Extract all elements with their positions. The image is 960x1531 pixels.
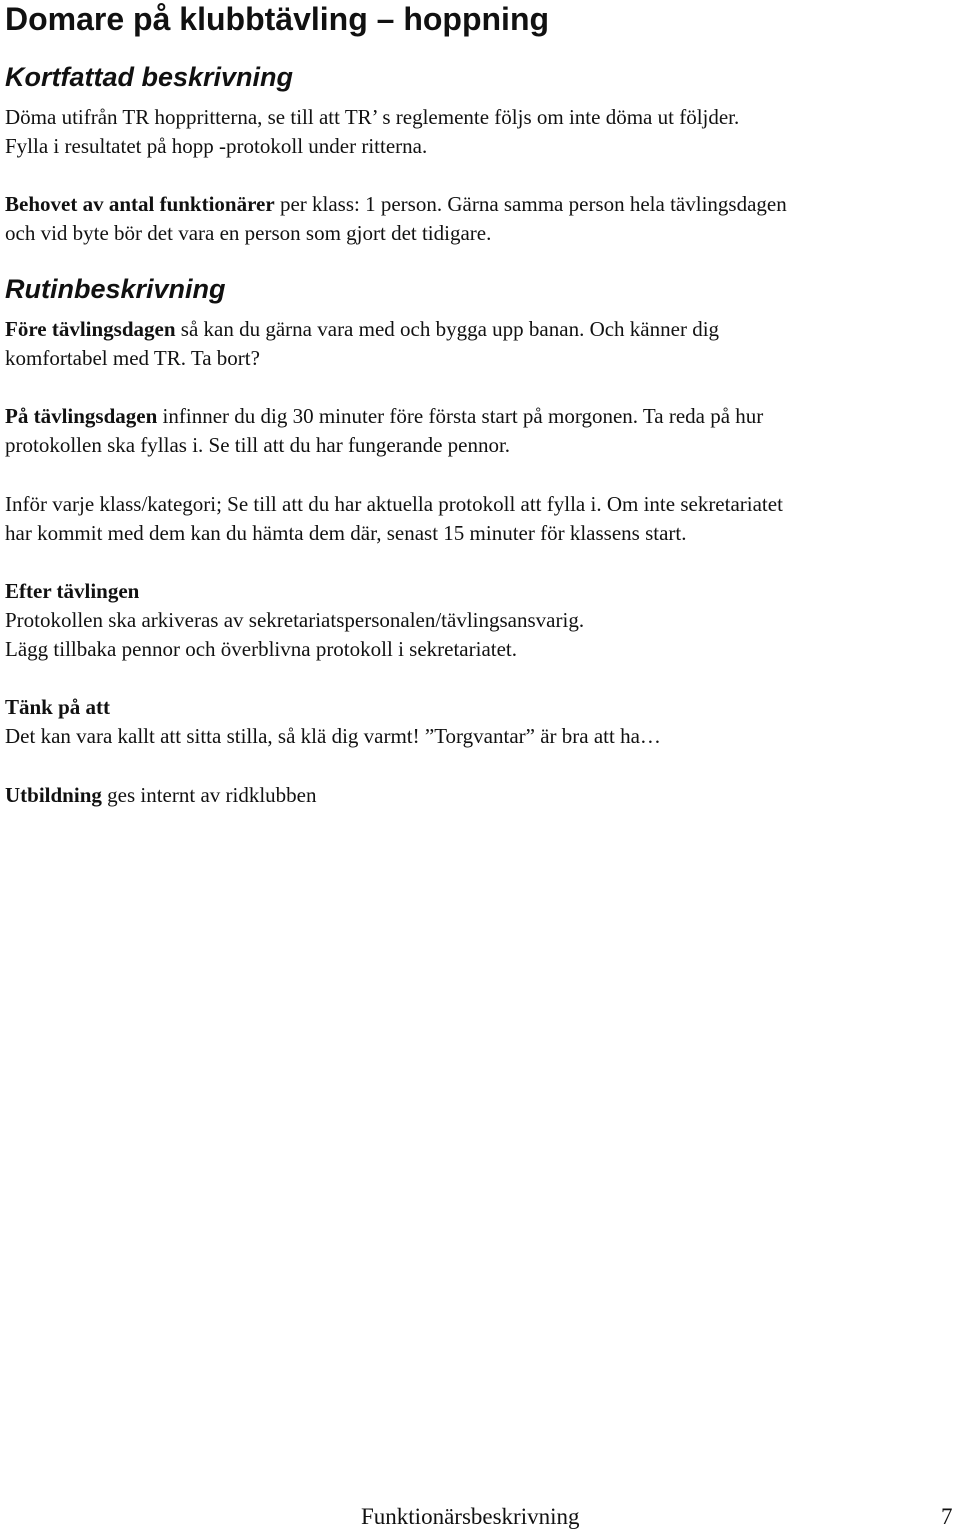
- remember-line-1: Det kan vara kallt att sitta stilla, så klä dig varmt! ”Torgvantar” är bra att ha…: [5, 724, 661, 748]
- each-class-line-1: Inför varje klass/kategori; Se till att du har aktuella protokoll att fylla i. Om inte sekretariatet: [5, 492, 783, 516]
- after-competition-heading: [5, 577, 955, 606]
- staffing-line-1-text: per klass: 1 person. Gärna samma person hela tävlingsdagen: [274, 192, 787, 216]
- staffing-paragraph: [5, 190, 955, 248]
- competition-day-paragraph: [5, 402, 955, 460]
- routine-heading: Rutinbeskrivning: [5, 274, 226, 304]
- footer-label: Funktionärsbeskrivning: [361, 1504, 580, 1529]
- competition-day-line-1: [5, 402, 955, 431]
- after-competition-bold-label: Efter tävlingen: [5, 579, 140, 603]
- before-day-bold-label: Före tävlingsdagen: [5, 317, 176, 341]
- training-bold-label: Utbildning: [5, 783, 102, 807]
- staffing-line-2: och vid byte bör det vara en person som gjort det tidigare.: [5, 221, 492, 245]
- before-day-line-2: komfortabel med TR. Ta bort?: [5, 346, 260, 370]
- short-description-heading: Kortfattad beskrivning: [5, 62, 294, 92]
- each-class-paragraph: [5, 490, 955, 548]
- competition-day-line-1-text: infinner du dig 30 minuter före första start på morgonen. Ta reda på hur: [157, 404, 764, 428]
- training-line: [5, 781, 955, 810]
- after-competition-line-1: Protokollen ska arkiveras av sekretariatspersonalen/tävlingsansvarig.: [5, 608, 585, 632]
- page-title: Domare på klubbtävling – hoppning: [5, 1, 550, 37]
- training-paragraph: [5, 781, 955, 810]
- after-competition-paragraph: [5, 577, 955, 664]
- before-day-line-1: [5, 315, 955, 344]
- short-description-line-2: Fylla i resultatet på hopp -protokoll under ritterna.: [5, 134, 428, 158]
- remember-heading: [5, 693, 955, 722]
- after-competition-line-2: Lägg tillbaka pennor och överblivna protokoll i sekretariatet.: [5, 637, 517, 661]
- each-class-line-2: har kommit med dem kan du hämta dem där, senast 15 minuter för klassens start.: [5, 521, 687, 545]
- page-number: 7: [941, 1504, 953, 1529]
- remember-paragraph: [5, 693, 955, 751]
- competition-day-bold-label: På tävlingsdagen: [5, 404, 158, 428]
- training-line-text: ges internt av ridklubben: [101, 783, 317, 807]
- before-day-paragraph: [5, 315, 955, 373]
- staffing-bold-label: Behovet av antal funktionärer: [5, 192, 275, 216]
- remember-bold-label: Tänk på att: [5, 695, 111, 719]
- short-description-paragraph: [5, 103, 955, 161]
- competition-day-line-2: protokollen ska fyllas i. Se till att du har fungerande pennor.: [5, 433, 511, 457]
- staffing-line-1: [5, 190, 955, 219]
- short-description-line-1: Döma utifrån TR hoppritterna, se till att TR’ s reglemente följs om inte döma ut följder.: [5, 105, 740, 129]
- before-day-line-1-text: så kan du gärna vara med och bygga upp banan. Och känner dig: [175, 317, 720, 341]
